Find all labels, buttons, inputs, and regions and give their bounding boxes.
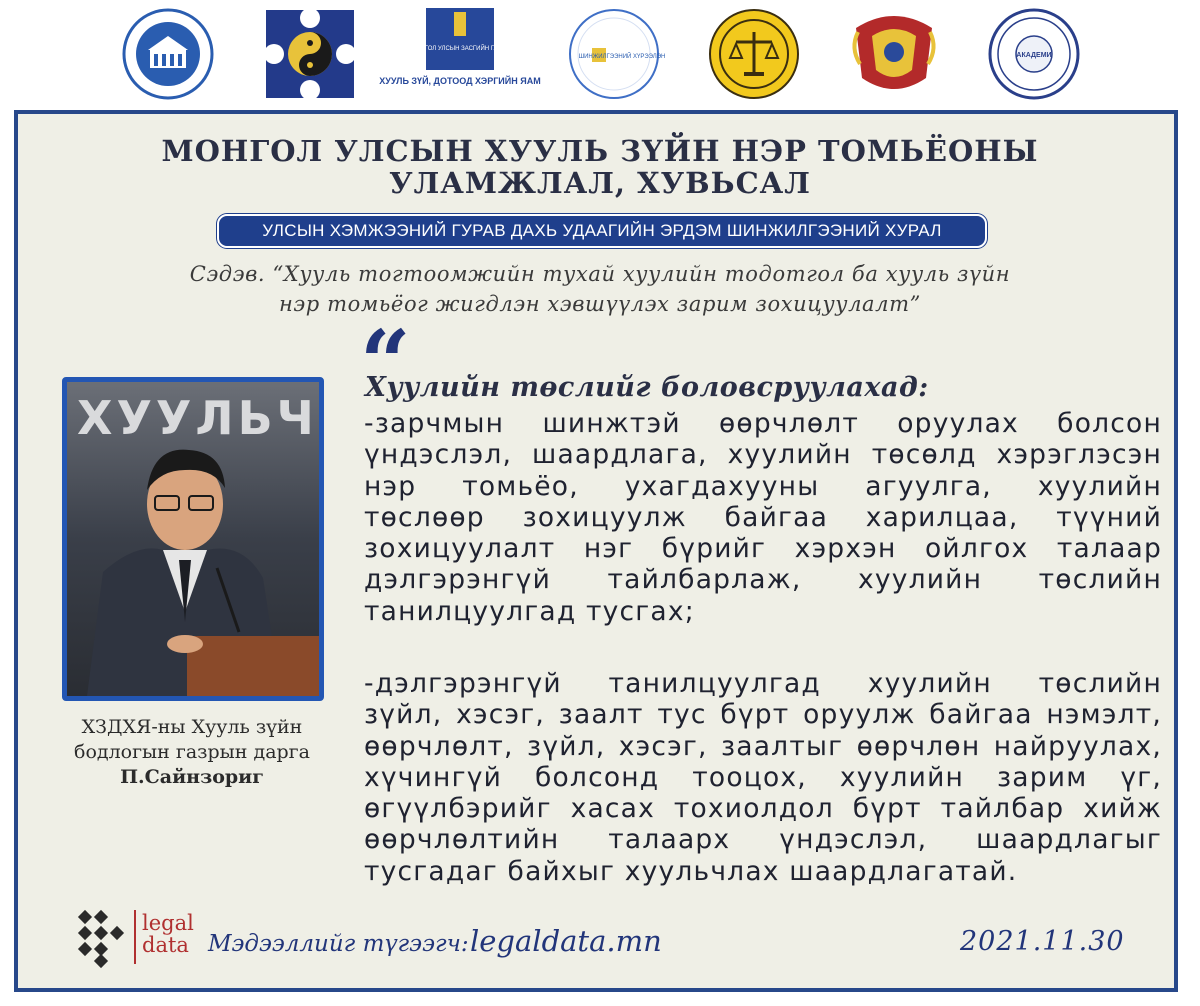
photo-sign-text: ХУУЛЬЧ <box>77 391 318 445</box>
coat-of-arms-logo-icon <box>846 8 942 100</box>
title-line-1: МОНГОЛ УЛСЫН ХУУЛЬ ЗҮЙН НЭР ТОМЬЁОНЫ <box>161 134 1039 168</box>
quote-mark-icon: “ <box>360 310 411 414</box>
paragraph-line: тусгадаг байхыг хуульчлах шаардлагатай. <box>364 855 1018 887</box>
speaker-role-line-2: бодлогын газрын дарга <box>74 741 310 763</box>
paragraph-line: хүчингүй болсонд тооцох, хуулийн зарим үг, <box>364 761 1162 793</box>
ministry-logo-text: ХУУЛЬ ЗҮЙ, ДОТООД ХЭРГИЙН ЯАМ <box>379 76 541 86</box>
topic-line-1: Сэдэв. “Хууль тогтоомжийн тухай хуулийн тодотгол ба хууль зүйн <box>189 262 1011 286</box>
paragraph-line: -дэлгэрэнгүй танилцуулгад хуулийн төслийн <box>364 668 1162 699</box>
source-site-link[interactable]: legaldata.mn <box>470 924 662 958</box>
paragraph-line: өөрчлөлтийн талаарх үндэслэл, шаардлагыг <box>364 824 1162 856</box>
legaldata-brand-line-2: data <box>142 933 189 957</box>
legaldata-logo-icon <box>72 906 134 968</box>
speaker-photo <box>62 377 324 701</box>
yin-yang-puzzle-logo-icon <box>262 8 358 100</box>
agency-logo-text: ШИНЖИЛГЭЭНИЙ ХҮРЭЭЛЭН <box>578 54 666 60</box>
parliament-library-logo-icon <box>120 8 216 100</box>
academy-logo-text: АКАДЕМИ <box>1016 52 1052 59</box>
speaker-role-line-1: ХЗДХЯ-ны Хууль зүйн <box>81 716 303 738</box>
topic-line-2: нэр томьёог жигдлэн хэвшүүлэх зарим зохицуулалт” <box>279 292 921 316</box>
paragraph-line: зохицуулалт нэг бүрийг хэрхэн ойлгох талаар <box>364 533 1162 565</box>
paragraph-line: төслөөр зохицуулж байгаа харилцаа, түүний <box>364 501 1162 533</box>
paragraph-line: танилцуулгад тусгах; <box>364 595 695 627</box>
paragraph-line: дэлгэрэнгүй тайлбарлаж, хуулийн төслийн <box>364 564 1162 596</box>
logo-row <box>0 0 1200 108</box>
title-line-2: УЛАМЖЛАЛ, ХУВЬСАЛ <box>389 166 811 200</box>
scales-justice-logo-icon <box>706 8 802 100</box>
academy-seal-logo-icon <box>986 8 1082 100</box>
ministry-inner-text: МОНГОЛ УЛСЫН ЗАСГИЙН ГАЗАР <box>410 46 510 52</box>
paragraph-line: өгүүлбэрийг хасах тохиолдол бүрт тайлбар хийж <box>364 793 1162 825</box>
legaldata-divider <box>134 910 136 964</box>
legislation-agency-logo-icon <box>566 8 666 100</box>
paragraph-line: үндэслэл, шаардлага, хуулийн төсөлд хэрэглэсэн <box>364 439 1162 471</box>
content-heading: Хуулийн төслийг боловсруулахад: <box>365 372 929 403</box>
conference-banner: УЛСЫН ХЭМЖЭЭНИЙ ГУРАВ ДАХЬ УДААГИЙН ЭРДЭМ ШИНЖИЛГЭЭНИЙ ХУРАЛ <box>217 214 987 248</box>
speaker-name: П.Сайнзориг <box>120 766 264 788</box>
paragraph-line: өөрчлөлт, зүйл, хэсэг, заалтыг өөрчлөн найруулах, <box>364 730 1162 762</box>
paragraph-line: зүйл, хэсэг, заалт тус бүрт оруулж байгаа нэмэлт, <box>364 699 1162 731</box>
publication-date: 2021.11.30 <box>960 926 1125 957</box>
ministry-justice-logo-icon <box>379 8 541 100</box>
source-label: Мэдээллийг түгээгч: <box>208 931 469 957</box>
legaldata-brand-line-1: legal <box>142 911 194 935</box>
paragraph-line: -зарчмын шинжтэй өөрчлөлт оруулах болсон <box>364 408 1162 439</box>
paragraph-1 <box>364 408 1162 627</box>
paragraph-line: нэр томьёо, ухагдахууны агуулга, хуулийн <box>364 470 1162 502</box>
paragraph-2 <box>364 668 1162 887</box>
